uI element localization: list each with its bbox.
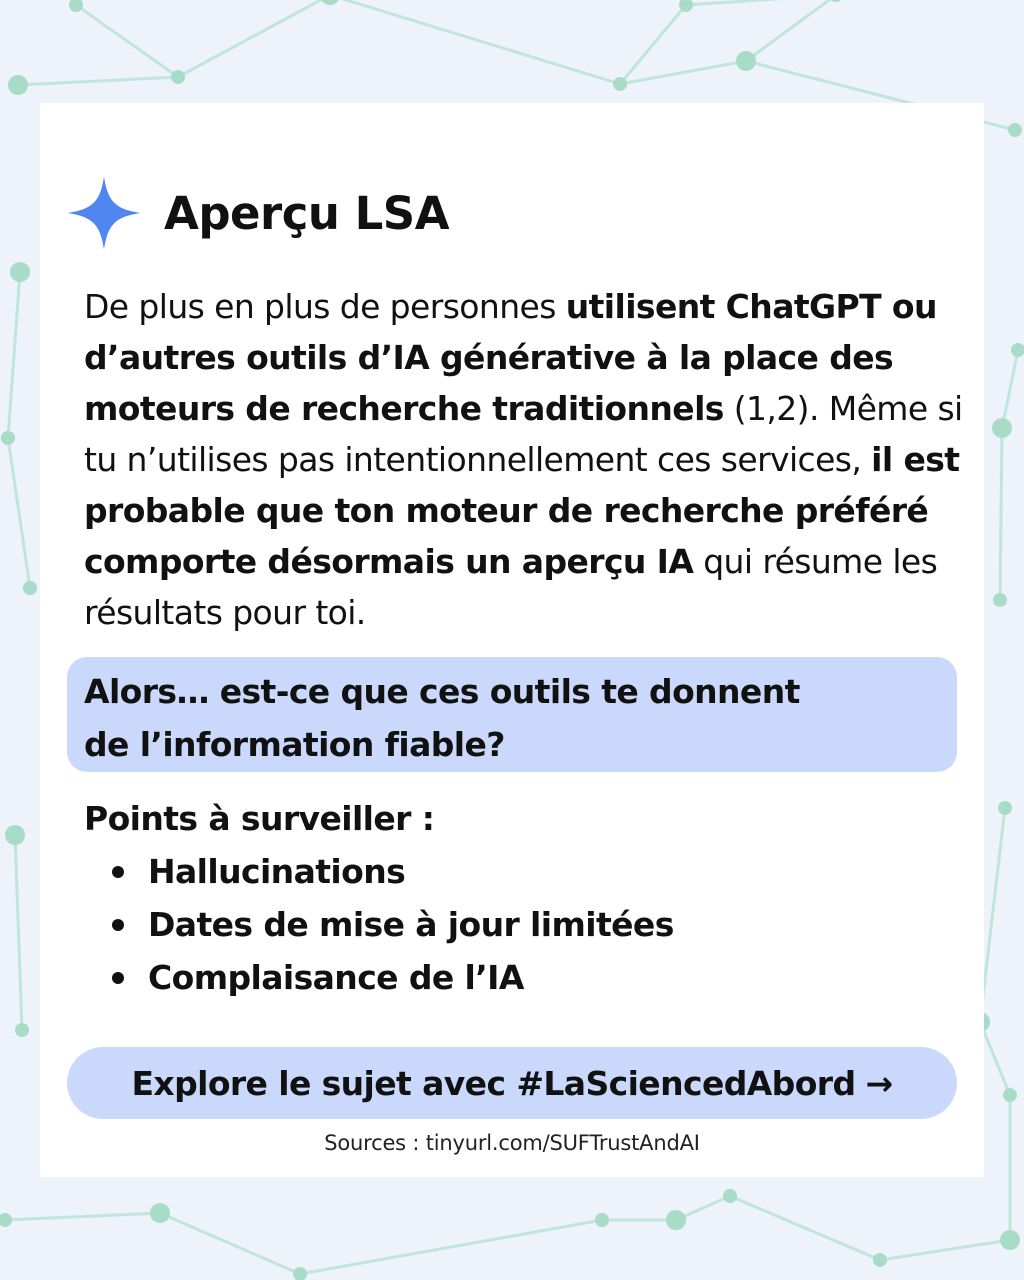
bullet-icon <box>112 972 124 984</box>
network-node <box>171 70 185 84</box>
info-card <box>40 103 984 1177</box>
network-node <box>723 1189 737 1203</box>
network-line <box>1002 350 1018 428</box>
network-line <box>300 1220 602 1274</box>
list-item <box>112 951 674 1004</box>
network-node <box>10 262 30 282</box>
network-line <box>8 272 20 438</box>
question-line-1: Alors… est-ce que ces outils te donnent <box>84 672 800 711</box>
points-title: Points à surveiller : <box>84 799 435 838</box>
network-node <box>1 431 15 445</box>
bullet-icon <box>112 919 124 931</box>
network-line <box>730 1196 880 1260</box>
list-item <box>112 845 674 898</box>
intro-bold-2: il est probable que ton moteur de recherche préféré comporte désormais un aperçu IA <box>84 440 960 581</box>
arrow-right-icon: → <box>865 1063 893 1103</box>
network-line <box>620 5 686 84</box>
question-callout <box>67 657 957 772</box>
page-title: Aperçu LSA <box>164 186 450 240</box>
network-node <box>998 801 1012 815</box>
bullet-icon <box>112 866 124 878</box>
network-line <box>178 0 330 77</box>
network-line <box>746 0 836 61</box>
intro-bold-1: utilisent ChatGPT ou d’autres outils d’IA générative à la place des moteurs de recherche traditionnels <box>84 287 937 428</box>
sparkle-icon <box>66 175 142 251</box>
points-list <box>112 845 674 1004</box>
network-node <box>150 1203 170 1223</box>
network-line <box>5 1213 160 1220</box>
network-line <box>76 5 178 77</box>
list-item-label: Complaisance de l’IA <box>148 958 524 997</box>
list-item-label: Hallucinations <box>148 852 406 891</box>
intro-paragraph <box>84 281 964 638</box>
network-node <box>736 51 756 71</box>
network-line <box>1000 428 1002 600</box>
network-line <box>18 77 178 85</box>
network-line <box>620 61 746 84</box>
network-node <box>992 418 1012 438</box>
network-line <box>980 1022 1010 1095</box>
network-line <box>8 438 30 588</box>
intro-text-1: De plus en plus de personnes <box>84 287 566 326</box>
network-line <box>160 1213 300 1274</box>
intro-text-2: (1,2). Même si tu n’utilises pas intentionnellement ces services, <box>84 389 963 479</box>
network-line <box>330 0 620 84</box>
network-node <box>0 1213 12 1227</box>
network-node <box>320 0 340 5</box>
network-node <box>15 1023 29 1037</box>
network-node <box>293 1267 307 1280</box>
explore-button[interactable] <box>67 1047 957 1119</box>
network-line <box>15 835 22 1030</box>
list-item-label: Dates de mise à jour limitées <box>148 905 674 944</box>
network-node <box>1000 1230 1020 1250</box>
network-node <box>1008 123 1022 137</box>
network-node <box>5 825 25 845</box>
network-node <box>873 1253 887 1267</box>
network-node <box>666 1210 686 1230</box>
network-node <box>1003 1088 1017 1102</box>
question-line-2: de l’information fiable? <box>84 725 505 764</box>
intro-text-3: qui résume les résultats pour toi. <box>84 542 938 632</box>
network-node <box>23 581 37 595</box>
network-node <box>8 75 28 95</box>
sources-text: Sources : tinyurl.com/SUFTrustAndAI <box>324 1131 700 1155</box>
list-item <box>112 898 674 951</box>
network-node <box>613 77 627 91</box>
card-header <box>66 175 449 251</box>
network-node <box>993 593 1007 607</box>
network-line <box>686 0 836 5</box>
network-node <box>595 1213 609 1227</box>
network-node <box>1011 343 1024 357</box>
explore-button-label: Explore le sujet avec #LaSciencedAbord <box>131 1063 856 1103</box>
network-line <box>880 1240 1010 1260</box>
